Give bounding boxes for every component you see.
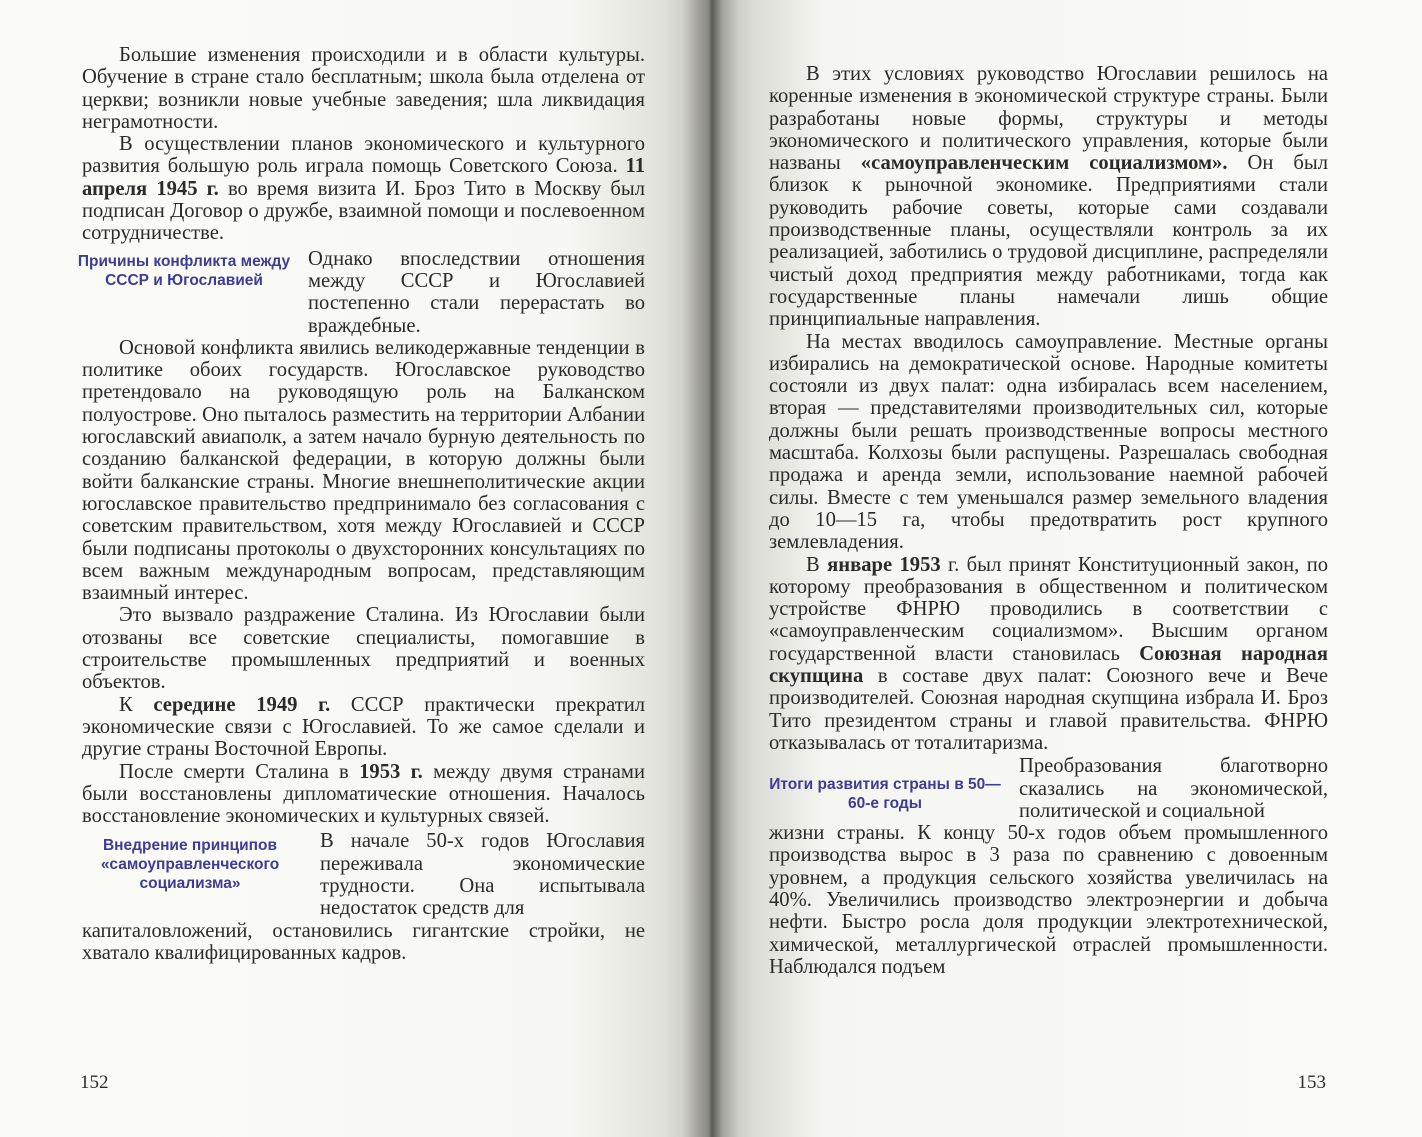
text-run: В осуществлении планов экономического и культурного развития большую роль играла помощь Советского Союза. [82, 133, 645, 178]
term-highlight: «самоуправленческим социализмом». [860, 152, 1228, 175]
text-run: между двумя странами были восстановлены дипломатические отношения. Началось восстановление экономических и культурных связей. [82, 760, 645, 828]
sidebar-text-self-management [320, 830, 645, 919]
right-page-text [769, 63, 1328, 978]
sidebar-text-conflict [308, 248, 645, 337]
sidebar-text-results [1019, 755, 1328, 822]
sidebar-conflict-causes [77, 247, 645, 337]
sidebar-heading-conflict: Причины конфликта между СССР и Югославией [77, 252, 291, 289]
paragraph-constitutional-law [769, 554, 1328, 755]
term-highlight: Союзная народная скупщина [769, 642, 1328, 688]
right-page [711, 0, 1422, 1137]
sidebar-development-results [769, 755, 1328, 822]
paragraph-local-self-government: На местах вводилось самоуправление. Местные органы избирались на демократической основе. Народные комитеты состояли из двух палат: одна избиралась всем населением, вторая — представителями производительных сил, которые должны были решать производственные вопросы местного масштаба. Колхозы были распущены. Разрешалась свободная продажа и аренда земли, использование наемной рабочей силы. Вместе с тем уменьшался размер земельного владения до 10—15 га, чтобы предотвратить рост крупного землевладения. [769, 330, 1328, 554]
paragraph-conflict-basis: Основой конфликта явились великодержавные тенденции в политике обоих государств. Югославское руководство претендовало на руководящую роль на Балканском полуострове. Оно пыталось разместить на территории Албании югославский авиаполк, а затем начало бурную деятельность по созданию балканской федерации, в которую должны были войти балканские страны. Многие внешнеполитические акции югославское правительство предпринимало без согласования с советским правительством, хотя между Югославией и СССР были подписаны протоколы о двухсторонних консультациях по всем важным международным вопросам, представляющим взаимный интерес. [82, 336, 645, 605]
sidebar-paragraph: Однако впоследствии отношения между СССР и Югославией постепенно стали перерастать во враждебные. [308, 247, 645, 337]
page-number: 153 [1297, 1072, 1326, 1093]
text-run: В этих условиях руководство Югославии решилось на коренные изменения в экономической структуре страны. Были разработаны новые формы, структуры и методы экономического и политического управления, которые были названы [769, 63, 1328, 175]
left-page-text [77, 44, 645, 964]
date-highlight: середине 1949 г. [153, 693, 331, 716]
date-highlight: 1953 г. [359, 760, 423, 783]
paragraph-culture: Большие изменения происходили и в области культуры. Обучение в стране стало бесплатным; школа была отделена от церкви; возникли новые учебные заведения; шла ликвидация неграмотности. [82, 44, 645, 133]
text-run: в составе двух палат: Союзного вече и Вече производителей. Союзная народная скупщина избрала И. Броз Тито президентом страны и главой правительства. ФНРЮ отказывалась от тоталитаризма. [769, 665, 1328, 754]
paragraph-stalin-irritation: Это вызвало раздражение Сталина. Из Югославии были отозваны все советские специалисты, помогавшие в строительстве промышленных предприятий и военных объектов. [82, 604, 645, 694]
text-run: После смерти Сталина в [119, 760, 360, 783]
paragraph-continuation: жизни страны. К концу 50-х годов объем промышленного производства вырос в 3 раза по сравнению с довоенным уровнем, а продукция сельского хозяйства увеличилась на 40%. Увеличились производство электроэнергии и добыча нефти. Быстро росла доля продукции электротехнической, химической, металлургической отраслей промышленности. Наблюдался подъем [769, 822, 1328, 978]
sidebar-paragraph: Преобразования благотворно сказались на экономической, политической и социальной [1019, 755, 1328, 822]
text-run: во время визита И. Броз Тито в Москву был подписан Договор о дружбе, взаимной помощи и послевоенном сотрудничестве. [82, 177, 645, 245]
date-highlight: январе 1953 [827, 553, 941, 576]
paragraph-reforms [769, 63, 1328, 331]
text-run: Он был близок к рыночной экономике. Предприятиями стали руководить рабочие советы, которые сами создавали производственные планы, осуществляли контроль за их реализацией, заботились о трудовой дисциплине, распределяли чистый доход предприятия между работниками, тогда как государственные планы намечали лишь общие принципиальные направления. [769, 152, 1328, 331]
sidebar-heading-results: Итоги развития страны в 50—60-е годы [769, 776, 1001, 813]
sidebar-self-management [82, 830, 645, 919]
paragraph-1949 [82, 694, 645, 761]
paragraph-1953 [82, 761, 645, 828]
date-highlight: 11 апреля 1945 г. [82, 155, 645, 200]
paragraph-continuation: капиталовложений, остановились гигантские стройки, не хватало квалифицированных кадров. [82, 919, 645, 964]
text-run: К [119, 693, 154, 716]
text-run: СССР практически прекратил экономические связи с Югославией. То же самое сделали и другие страны Восточной Европы. [82, 693, 645, 761]
sidebar-heading-self-management: Внедрение принципов «самоуправленческого социализма» [100, 837, 280, 893]
text-run: г. был принят Конституционный закон, по которому преобразования в общественном и политическом устройстве ФНРЮ проводились в соответствии с «самоуправленческим социализмом». Высшим органом государственной власти становилась [769, 553, 1329, 665]
sidebar-paragraph: В начале 50-х годов Югославия переживала экономические трудности. Она испытывала недостаток средств для [320, 830, 645, 920]
text-run: В [806, 553, 828, 576]
page-number: 152 [80, 1072, 109, 1093]
paragraph-soviet-help [82, 133, 645, 244]
